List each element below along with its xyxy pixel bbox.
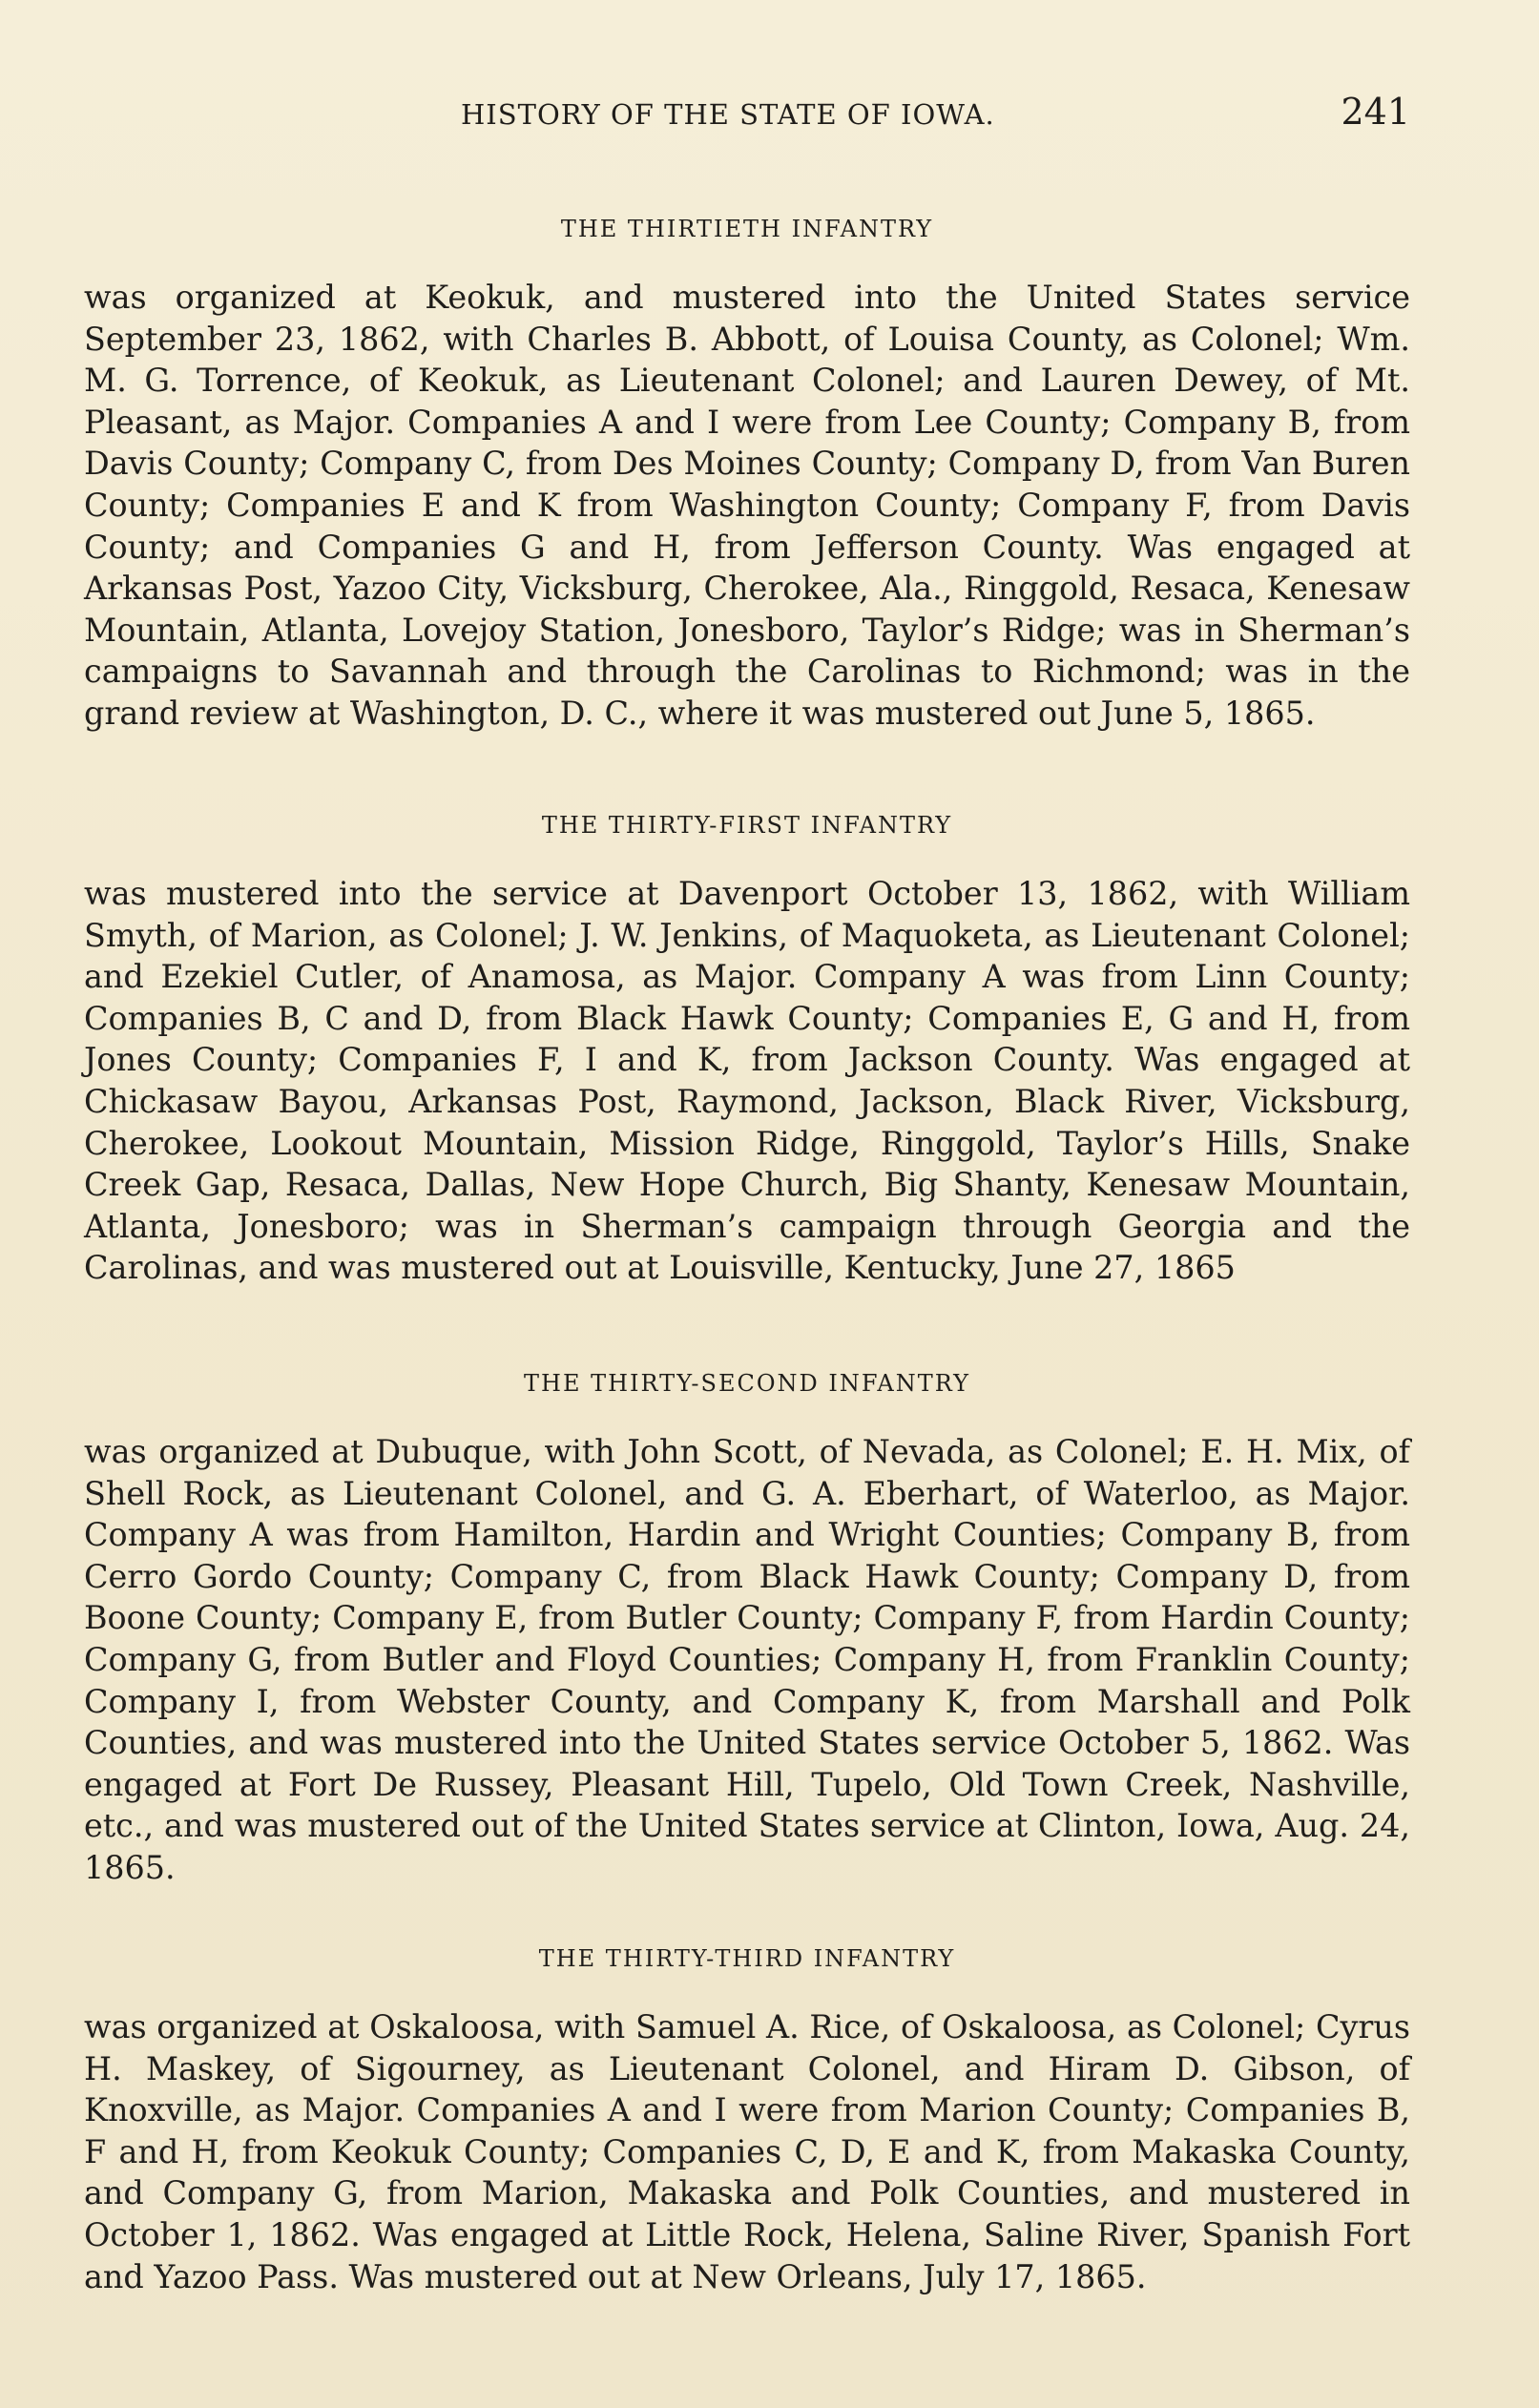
section-thirty-third-infantry bbox=[84, 1944, 1410, 2297]
section-thirtieth-infantry bbox=[84, 215, 1410, 735]
section-heading: THE THIRTIETH INFANTRY bbox=[560, 216, 934, 242]
section-heading: THE THIRTY-SECOND INFANTRY bbox=[524, 1370, 970, 1397]
running-title: HISTORY OF THE STATE OF IOWA. bbox=[461, 98, 995, 131]
section-heading: THE THIRTY-THIRD INFANTRY bbox=[538, 1945, 956, 1972]
section-heading: THE THIRTY-FIRST INFANTRY bbox=[541, 812, 953, 839]
page-number: 241 bbox=[1341, 91, 1410, 133]
section-body: was organized at Keokuk, and mustered into the United States service September 23, 1862, with Charles B. Abbott, of Louisa County, as Colonel; Wm. M. G. Torrence, of Keokuk, as Lieutenant Colonel; and Lauren Dewey, of Mt. Pleasant, as Major. Companies A and I were from Lee County; Company B, from Davis County; Company C, from Des Moines County; Company D, from Van Buren County; Companies E and K from Washington County; Company F, from Davis County; and Companies G and H, from Jefferson County. Was engaged at Arkansas Post, Yazoo City, Vicksburg, Cherokee, Ala., Ringgold, Resaca, Kenesaw Mountain, Atlanta, Lovejoy Station, Jonesboro, Taylor’s Ridge; was in Sherman’s campaigns to Savannah and through the Carolinas to Richmond; was in the grand review at Washington, D. C., where it was mustered out June 5, 1865. bbox=[84, 279, 1410, 732]
section-body: was mustered into the service at Davenport October 13, 1862, with William Smyth, of Marion, as Colonel; J. W. Jenkins, of Maquoketa, as Lieutenant Colonel; and Ezekiel Cutler, of Anamosa, as Major. Company A was from Linn County; Companies B, C and D, from Black Hawk County; Companies E, G and H, from Jones County; Companies F, I and K, from Jackson County. Was engaged at Chickasaw Bayou, Arkansas Post, Raymond, Jackson, Black River, Vicksburg, Cherokee, Lookout Mountain, Mission Ridge, Ringgold, Taylor’s Hills, Snake Creek Gap, Resaca, Dallas, New Hope Church, Big Shanty, Kenesaw Mountain, Atlanta, Jonesboro; was in Sherman’s campaign through Georgia and the Carolinas, and was mustered out at Louisville, Kentucky, June 27, 1865 bbox=[84, 875, 1410, 1287]
running-head bbox=[84, 91, 1410, 138]
section-thirty-first-infantry bbox=[84, 811, 1410, 1289]
section-thirty-second-infantry bbox=[84, 1369, 1410, 1889]
section-body: was organized at Dubuque, with John Scott, of Nevada, as Colonel; E. H. Mix, of Shell Rock, as Lieutenant Colonel, and G. A. Eberhart, of Waterloo, as Major. Company A was from Hamilton, Hardin and Wright Counties; Company B, from Cerro Gordo County; Company C, from Black Hawk County; Company D, from Boone County; Company E, from Butler County; Company F, from Hardin County; Company G, from Butler and Floyd Counties; Company H, from Franklin County; Company I, from Webster County, and Company K, from Marshall and Polk Counties, and was mustered into the United States service October 5, 1862. Was engaged at Fort De Russey, Pleasant Hill, Tupelo, Old Town Creek, Nashville, etc., and was mustered out of the United States service at Clinton, Iowa, Aug. 24, 1865. bbox=[84, 1433, 1410, 1886]
section-body: was organized at Oskaloosa, with Samuel A. Rice, of Oskaloosa, as Colonel; Cyrus H. Maskey, of Sigourney, as Lieutenant Colonel, and Hiram D. Gibson, of Knoxville, as Major. Companies A and I were from Marion County; Companies B, F and H, from Keokuk County; Companies C, D, E and K, from Makaska County, and Company G, from Marion, Makaska and Polk Counties, and mustered in October 1, 1862. Was engaged at Little Rock, Helena, Saline River, Spanish Fort and Yazoo Pass. Was mustered out at New Orleans, July 17, 1865. bbox=[84, 2008, 1410, 2295]
